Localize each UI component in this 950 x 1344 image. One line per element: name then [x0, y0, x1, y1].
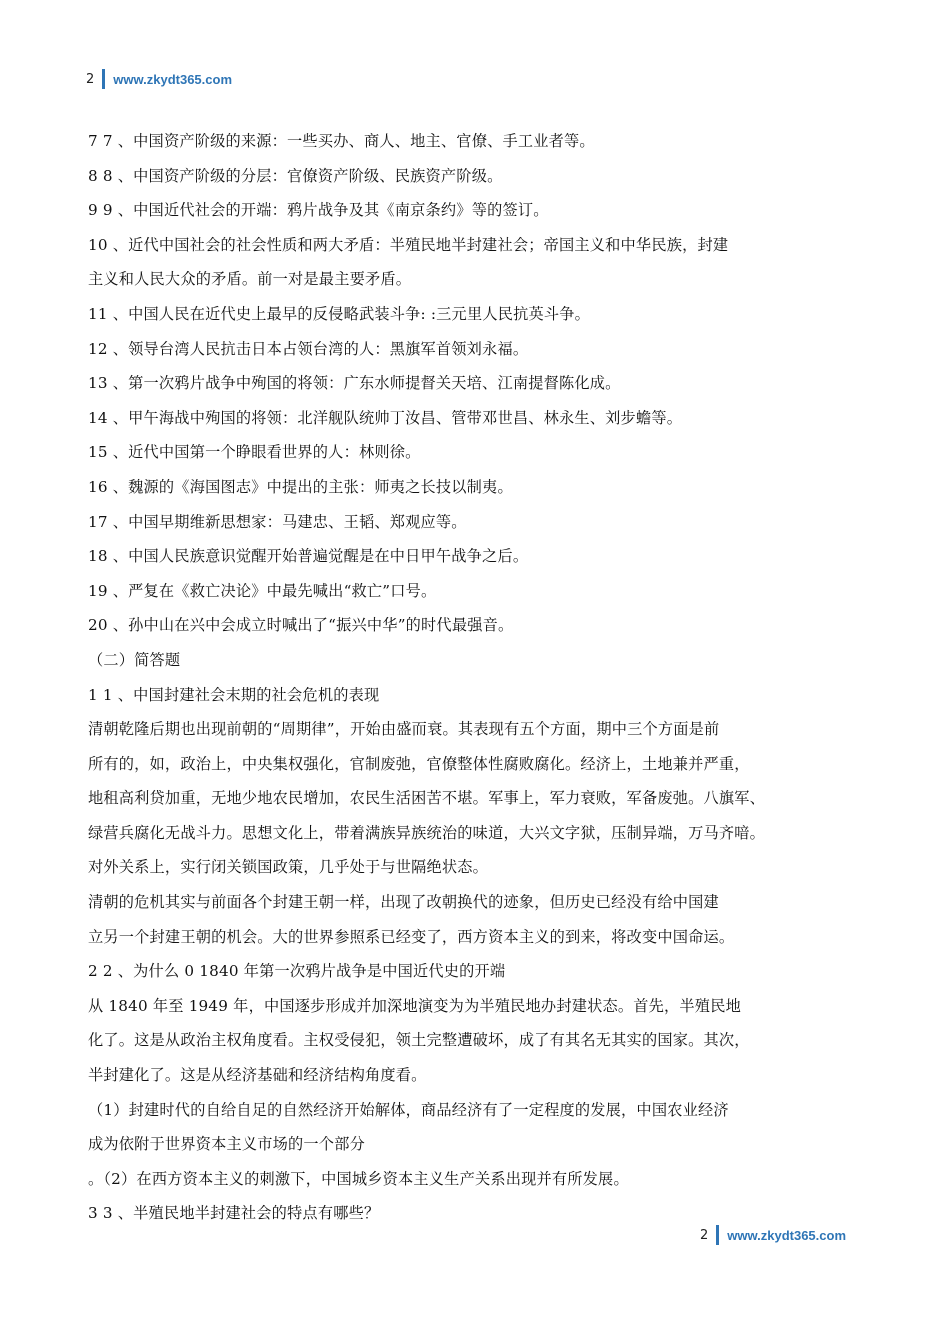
header-site-link[interactable]: www.zkydt365.com [113, 71, 233, 87]
text-line: （二）简答题 [88, 650, 181, 669]
header-accent-bar [102, 69, 105, 89]
text-line: 7 7 、中国资产阶级的来源：一些买办、商人、地主、官僚、手工业者等。 [88, 132, 595, 150]
text-line: 12 、领导台湾人民抗击日本占领台湾的人：黑旗军首领刘永福。 [88, 339, 529, 358]
text-line: 10 、近代中国社会的社会性质和两大矛盾：半殖民地半封建社会；帝国主义和中华民族，封建 [88, 235, 729, 254]
text-line: 成为依附于世界资本主义市场的一个部分 [88, 1135, 365, 1154]
footer-accent-bar [716, 1225, 719, 1245]
text-line: 1 1 、中国封建社会末期的社会危机的表现 [88, 685, 380, 704]
text-line: 3 3 、半殖民地半封建社会的特点有哪些？ [88, 1204, 380, 1223]
text-line: 所有的，如，政治上，中央集权强化，官制废弛，官僚整体性腐败腐化。经济上，土地兼并严重， [88, 754, 750, 773]
text-line: 主义和人民大众的矛盾。前一对是最主要矛盾。 [88, 270, 412, 289]
text-line: 15 、近代中国第一个睁眼看世界的人：林则徐。 [88, 443, 421, 462]
text-line: 清朝的危机其实与前面各个封建王朝一样，出现了改朝换代的迹象，但历史已经没有给中国建 [88, 893, 719, 912]
text-line: 8 8 、中国资产阶级的分层：官僚资产阶级、民族资产阶级。 [88, 166, 503, 185]
text-line: 19 、严复在《救亡决论》中最先喊出“救亡”口号。 [88, 581, 437, 600]
text-line: 18 、中国人民族意识觉醒开始普遍觉醒是在中日甲午战争之后。 [88, 547, 529, 566]
text-line: 地租高利贷加重，无地少地农民增加，农民生活困苦不堪。军事上，军力衰败，军备废弛。八旗军、 [88, 789, 766, 808]
text-line: 对外关系上，实行闭关锁国政策，几乎处于与世隔绝状态。 [88, 858, 489, 877]
text-line: 20 、孙中山在兴中会成立时喊出了“振兴中华”的时代最强音。 [88, 616, 514, 635]
text-line: 9 9 、中国近代社会的开端：鸦片战争及其《南京条约》等的签订。 [88, 201, 549, 220]
footer-page-number: 2 [700, 1227, 709, 1243]
text-line: 。（2）在西方资本主义的刺激下，中国城乡资本主义生产关系出现并有所发展。 [88, 1169, 629, 1188]
text-line: 立另一个封建王朝的机会。大的世界参照系已经变了，西方资本主义的到来，将改变中国命运。 [88, 927, 735, 946]
page-header [86, 68, 232, 90]
text-line: 11 、中国人民在近代史上最早的反侵略武装斗争: :三元里人民抗英斗争。 [88, 304, 591, 323]
text-line: 半封建化了。这是从经济基础和经济结构角度看。 [88, 1066, 427, 1085]
footer-site-link[interactable]: www.zkydt365.com [727, 1227, 847, 1243]
page-footer [700, 1224, 846, 1246]
text-line: 化了。这是从政治主权角度看。主权受侵犯，领土完整遭破坏，成了有其名无其实的国家。其次， [88, 1031, 750, 1050]
text-line: （1）封建时代的自给自足的自然经济开始解体，商品经济有了一定程度的发展，中国农业经济 [88, 1100, 729, 1119]
text-line: 从 1840 年至 1949 年，中国逐步形成并加深地演变为为半殖民地办封建状态。首先，半殖民地 [88, 996, 741, 1015]
text-line: 2 2 、为什么 0 1840 年第一次鸦片战争是中国近代史的开端 [88, 962, 506, 981]
text-line: 14 、甲午海战中殉国的将领：北洋舰队统帅丁汝昌、管带邓世昌、林永生、刘步蟾等。 [88, 408, 683, 427]
header-page-number: 2 [86, 71, 95, 87]
document-body [88, 124, 888, 1231]
text-line: 17 、中国早期维新思想家：马建忠、王韬、郑观应等。 [88, 512, 467, 531]
text-line: 13 、第一次鸦片战争中殉国的将领：广东水师提督关天培、江南提督陈化成。 [88, 374, 621, 393]
text-line: 绿营兵腐化无战斗力。思想文化上，带着满族异族统治的味道，大兴文字狱，压制异端，万马齐喑。 [88, 823, 766, 842]
text-line: 16 、魏源的《海国图志》中提出的主张：师夷之长技以制夷。 [88, 477, 513, 496]
text-line: 清朝乾隆后期也出现前朝的“周期律”，开始由盛而衰。其表现有五个方面，期中三个方面是前 [88, 720, 720, 739]
